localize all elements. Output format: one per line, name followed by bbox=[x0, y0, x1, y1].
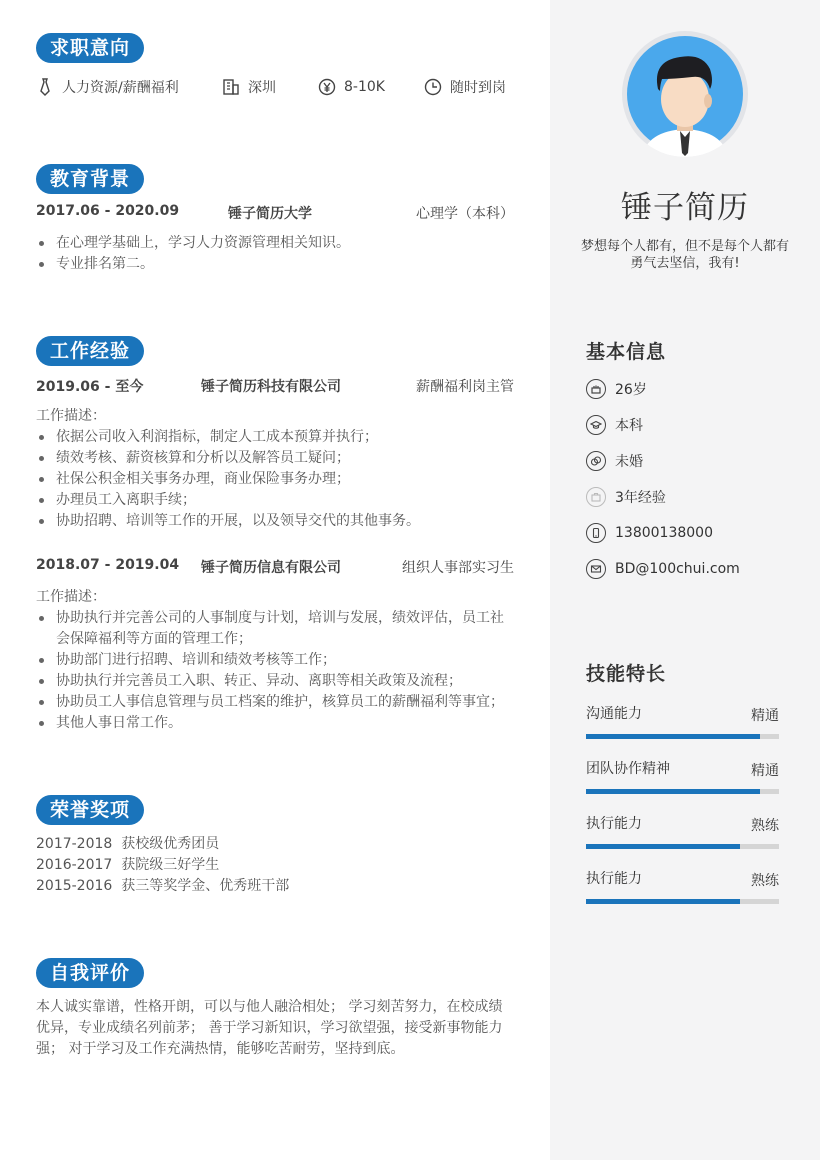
skill-name: 沟通能力 bbox=[586, 706, 642, 722]
skill-level: 精通 bbox=[751, 763, 779, 779]
profile-motto: 梦想每个人都有，但不是每个人都有勇气去坚信，我有! bbox=[580, 239, 789, 271]
skill-name: 执行能力 bbox=[586, 871, 642, 887]
skill-level: 精通 bbox=[751, 708, 779, 724]
work-company: 锤子简历科技有限公司 bbox=[201, 379, 341, 395]
phone-icon bbox=[586, 523, 606, 543]
list-item: 协助部门进行招聘、培训和绩效考核等工作； bbox=[36, 650, 516, 671]
tie-icon bbox=[36, 78, 54, 96]
work-role: 薪酬福利岗主管 bbox=[416, 379, 514, 395]
info-experience-text: 3年经验 bbox=[615, 490, 666, 506]
info-age bbox=[586, 377, 647, 401]
work-details-1 bbox=[36, 406, 516, 532]
rings-icon bbox=[586, 451, 606, 471]
education-header bbox=[36, 203, 514, 225]
yen-icon bbox=[318, 78, 336, 96]
work-header-2 bbox=[36, 557, 514, 579]
skill-bar-fill bbox=[586, 844, 740, 849]
honors-list bbox=[36, 834, 516, 897]
skill-name: 执行能力 bbox=[586, 816, 642, 832]
mail-icon bbox=[586, 559, 606, 579]
education-major: 心理学（本科） bbox=[416, 206, 514, 222]
intent-city bbox=[222, 76, 276, 98]
clock-icon bbox=[424, 78, 442, 96]
skill-item bbox=[586, 813, 779, 849]
education-date: 2017.06 - 2020.09 bbox=[36, 203, 180, 219]
info-marital bbox=[586, 449, 643, 473]
skill-item bbox=[586, 703, 779, 739]
info-experience bbox=[586, 485, 666, 509]
info-degree bbox=[586, 413, 643, 437]
list-item: 其他人事日常工作。 bbox=[36, 713, 516, 734]
list-item: 依据公司收入利润指标，制定人工成本预算并执行； bbox=[36, 427, 516, 448]
work-date: 2019.06 - 至今 bbox=[36, 379, 144, 395]
skill-item bbox=[586, 758, 779, 794]
skill-item bbox=[586, 868, 779, 904]
building-icon bbox=[222, 78, 240, 96]
intent-city-text: 深圳 bbox=[248, 80, 276, 96]
work-role: 组织人事部实习生 bbox=[402, 560, 514, 576]
honor-item: 2016-2017 获院级三好学生 bbox=[36, 857, 220, 873]
briefcase-icon bbox=[586, 487, 606, 507]
intent-availability bbox=[424, 76, 506, 98]
info-age-text: 26岁 bbox=[615, 382, 647, 398]
list-item: 绩效考核、薪资核算和分析以及解答员工疑问； bbox=[36, 448, 516, 469]
intent-salary-text: 8-10K bbox=[344, 79, 385, 95]
work-desc-label: 工作描述： bbox=[36, 589, 106, 605]
intent-position bbox=[36, 76, 179, 98]
info-degree-text: 本科 bbox=[615, 418, 643, 434]
list-item: 协助执行并完善公司的人事制度与计划，培训与发展，绩效评估，员工社会保障福利等方面的管理工作； bbox=[36, 608, 516, 650]
skill-bar-track bbox=[586, 734, 779, 739]
list-item: 办理员工入离职手续； bbox=[36, 490, 516, 511]
education-details bbox=[36, 233, 516, 275]
work-details-2 bbox=[36, 587, 516, 734]
info-phone-text: 13800138000 bbox=[615, 525, 713, 541]
list-item: 专业排名第二。 bbox=[36, 254, 516, 275]
section-title-honors: 荣誉奖项 bbox=[36, 795, 144, 825]
skill-bar-fill bbox=[586, 734, 760, 739]
skill-bar-track bbox=[586, 899, 779, 904]
graduation-cap-icon bbox=[586, 415, 606, 435]
info-email bbox=[586, 557, 740, 581]
basic-info-title: 基本信息 bbox=[586, 341, 667, 363]
section-title-education: 教育背景 bbox=[36, 164, 144, 194]
work-desc-label: 工作描述： bbox=[36, 408, 106, 424]
list-item: 协助员工人事信息管理与员工档案的维护，核算员工的薪酬福利等事宜； bbox=[36, 692, 516, 713]
section-title-self: 自我评价 bbox=[36, 958, 144, 988]
honor-item: 2015-2016 获三等奖学金、优秀班干部 bbox=[36, 878, 290, 894]
avatar-illustration-icon bbox=[622, 31, 748, 157]
info-marital-text: 未婚 bbox=[615, 454, 643, 470]
work-header-1 bbox=[36, 376, 514, 398]
info-phone bbox=[586, 521, 713, 545]
intent-position-text: 人力资源/薪酬福利 bbox=[62, 80, 179, 96]
skills-title: 技能特长 bbox=[586, 663, 667, 685]
intent-availability-text: 随时到岗 bbox=[450, 80, 506, 96]
skill-bar-track bbox=[586, 789, 779, 794]
honor-item: 2017-2018 获校级优秀团员 bbox=[36, 836, 220, 852]
skill-bar-track bbox=[586, 844, 779, 849]
work-company: 锤子简历信息有限公司 bbox=[201, 560, 341, 576]
section-title-intent: 求职意向 bbox=[36, 33, 144, 63]
education-school: 锤子简历大学 bbox=[228, 206, 312, 222]
list-item: 社保公积金相关事务办理，商业保险事务办理； bbox=[36, 469, 516, 490]
list-item: 协助执行并完善员工入职、转正、异动、离职等相关政策及流程； bbox=[36, 671, 516, 692]
intent-salary bbox=[318, 76, 385, 98]
skill-level: 熟练 bbox=[751, 818, 779, 834]
skill-bar-fill bbox=[586, 789, 760, 794]
list-item: 协助招聘、培训等工作的开展，以及领导交代的其他事务。 bbox=[36, 511, 516, 532]
skill-name: 团队协作精神 bbox=[586, 761, 670, 777]
cake-icon bbox=[586, 379, 606, 399]
info-email-text: BD@100chui.com bbox=[615, 561, 740, 577]
avatar bbox=[622, 31, 748, 157]
skill-level: 熟练 bbox=[751, 873, 779, 889]
work-date: 2018.07 - 2019.04 bbox=[36, 557, 180, 573]
skill-bar-fill bbox=[586, 899, 740, 904]
section-title-work: 工作经验 bbox=[36, 336, 144, 366]
list-item: 在心理学基础上，学习人力资源管理相关知识。 bbox=[36, 233, 516, 254]
profile-name: 锤子简历 bbox=[621, 190, 749, 226]
self-evaluation: 本人诚实靠谱，性格开朗，可以与他人融洽相处； 学习刻苦努力，在校成绩优异，专业成绩名列前茅； 善于学习新知识，学习欲望强，接受新事物能力强； 对于学习及工作充满热情，能够吃苦耐劳，坚持到底。 bbox=[36, 999, 503, 1057]
